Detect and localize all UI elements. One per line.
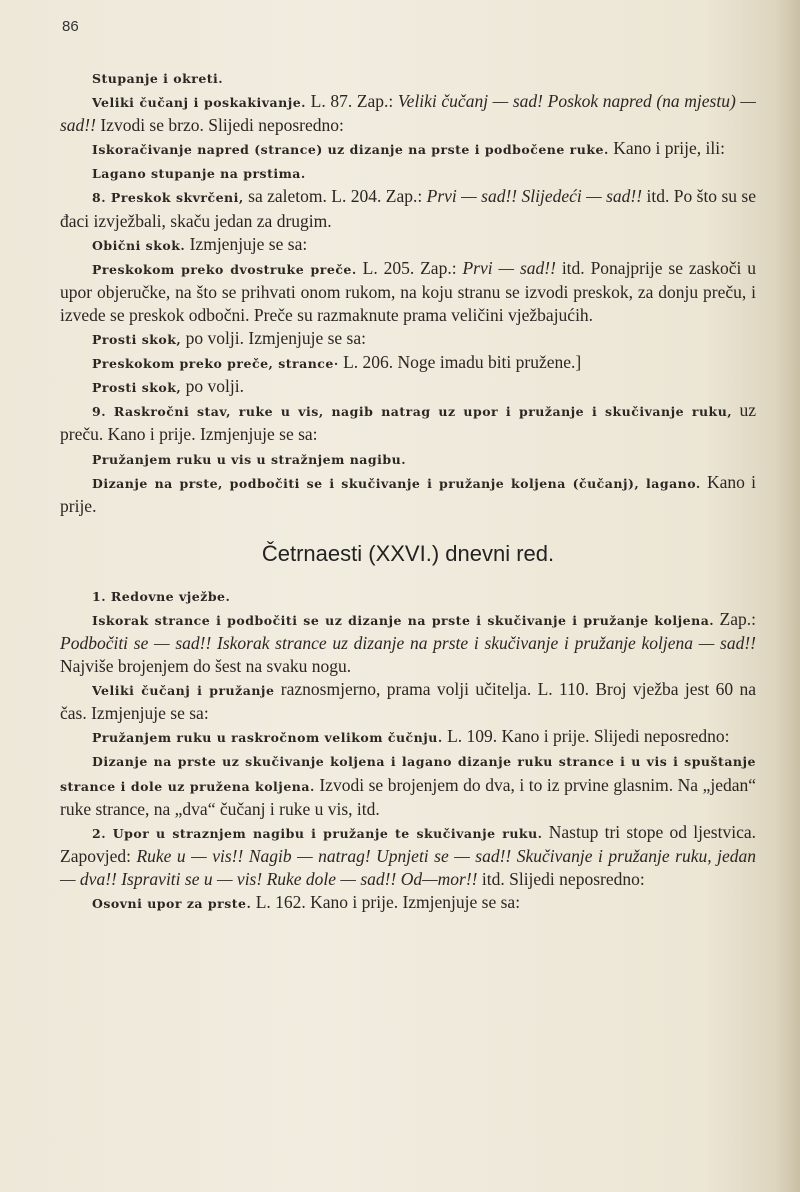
paragraph xyxy=(60,185,756,232)
paragraph xyxy=(60,375,756,399)
text-run: L. 162. Kano i prije. Izmjenjuje se sa: xyxy=(251,892,521,912)
bold-run: Dizanje na prste uz skučivanje koljena i lagano dizanje ruku strance i u vis i spuštanje strance i dole uz pružena koljena. xyxy=(60,754,756,794)
page-number: 86 xyxy=(62,18,79,35)
text-run: L. 206. Noge imadu biti pružene.] xyxy=(338,352,582,373)
bold-run: 2. Upor u straznjem nagibu i pružanje te skučivanje ruku. xyxy=(92,825,543,841)
text-run: uz preču. Kano i prije. Izmjenjuje se sa: xyxy=(60,400,756,445)
text-run: Najviše brojenjem do šest na svaku nogu. xyxy=(60,656,352,677)
text-run: Izvodi se brojenjem do dva, i to iz prvine glasnim. Na „jedan“ ruke strance, na „dva“ čučanj i ruke u vis, itd. xyxy=(60,774,757,819)
paragraph xyxy=(60,471,756,518)
bold-run: Obični skok. xyxy=(92,237,186,253)
bold-run: 1. Redovne vježbe. xyxy=(92,588,231,604)
text-run: Zap.: xyxy=(714,608,756,629)
bold-run: Iskorak strance i podbočiti se uz dizanje na prste i skučivanje i pružanje koljena. xyxy=(92,612,715,628)
text-run: raznosmjerno, prama volji učitelja. L. 110. Broj vježba jest 60 na čas. Izmjenjuje se sa: xyxy=(60,679,756,724)
italic-run: Ruke u — vis!! Nagib — natrag! Upnjeti se — sad!! Skučivanje i pružanje ruku, jedan — dva!! Ispraviti se u — vis! Ruke dole — sad!! Od—mor!! xyxy=(60,845,756,889)
paragraph xyxy=(60,725,756,749)
bold-run: Iskoračivanje napred (strance) uz dizanje na prste i podbočene ruke. xyxy=(92,142,609,158)
paragraph xyxy=(60,584,756,608)
text-run: L. 109. Kano i prije. Slijedi neposredno: xyxy=(442,726,730,747)
bold-run: 9. Raskročni stav, ruke u vis, nagib natrag uz upor i pružanje i skučivanje ruku, xyxy=(92,404,733,420)
paragraph xyxy=(60,891,756,915)
bold-run: Stupanje i okreti. xyxy=(92,71,224,86)
bold-run: Veliki čučanj i pružanje xyxy=(92,683,275,699)
bold-run: Pružanjem ruku u raskročnom velikom čučnju. xyxy=(92,730,443,746)
italic-run: Prvi — sad!! Slijedeći — sad!! xyxy=(426,186,643,207)
bold-run: Veliki čučanj i poskakivanje. xyxy=(92,95,307,111)
text-run: Izvodi se brzo. Slijedi neposredno: xyxy=(95,115,344,136)
paragraph xyxy=(60,66,756,90)
section-heading: Četrnaesti (XXVI.) dnevni red. xyxy=(261,540,555,566)
text-run: Kano i prije, ili: xyxy=(608,138,725,159)
text-run: Nastup tri stope od ljestvica. Zapovjed: xyxy=(60,821,756,866)
paragraph xyxy=(60,137,756,161)
bold-run: Lagano stupanje na prstima. xyxy=(92,166,306,182)
text-run: po volji. xyxy=(181,376,245,397)
bold-run: Preskokom preko dvostruke preče. xyxy=(92,261,357,277)
italic-run: Podbočiti se — sad!! Iskorak strance uz dizanje na prste i skučivanje i pružanje koljena — sad!! xyxy=(60,632,756,653)
bold-run: Pružanjem ruku u vis u stražnjem nagibu. xyxy=(92,451,407,467)
bold-run: Dizanje na prste, podbočiti se i skučivanje i pružanje koljena (čučanj), lagano. xyxy=(92,475,701,491)
paragraph xyxy=(60,399,756,446)
paragraph xyxy=(60,749,756,820)
bold-run: Prosti skok, xyxy=(92,332,182,348)
bold-run: 8. Preskok skvrčeni, xyxy=(92,190,244,206)
text-run: Kano i prije. xyxy=(60,471,756,516)
paragraph xyxy=(60,821,756,891)
paragraph xyxy=(60,327,756,351)
paragraph xyxy=(60,447,756,471)
text-run: itd. Slijedi neposredno: xyxy=(477,868,645,889)
paragraph xyxy=(60,351,756,375)
bold-run: Preskokom preko preče, strance· xyxy=(92,356,339,372)
italic-run: Veliki čučanj — sad! Poskok napred (na mjestu) — sad!! xyxy=(60,91,756,136)
paragraph xyxy=(60,90,756,137)
italic-run: Prvi — sad!! xyxy=(462,257,556,278)
bold-run: Osovni upor za prste. xyxy=(92,896,252,911)
paragraph xyxy=(60,233,756,257)
text-run: itd. Ponajprije se zaskoči u upor objeručke, na što se prihvati onom rukom, na koju stranu se izvodi preskok, za donju preču, i izvede se preskok odbočni. Preče su razmaknute prama veličini vježbajućih. xyxy=(60,257,756,325)
text-run: itd. Po što su se đaci izvježbali, skaču jedan za drugim. xyxy=(60,186,756,231)
paragraph xyxy=(60,608,756,678)
paragraph xyxy=(60,678,756,725)
page-text xyxy=(60,66,756,915)
text-run: L. 205. Zap.: xyxy=(356,257,463,278)
text-run: po volji. Izmjenjuje se sa: xyxy=(181,328,366,349)
text-run: Izmjenjuje se sa: xyxy=(185,233,308,254)
paragraph xyxy=(60,257,756,327)
text-run: L. 87. Zap.: xyxy=(306,91,398,112)
text-run: sa zaletom. L. 204. Zap.: xyxy=(243,186,427,207)
paragraph xyxy=(60,161,756,185)
bold-run: Prosti skok, xyxy=(92,380,182,396)
